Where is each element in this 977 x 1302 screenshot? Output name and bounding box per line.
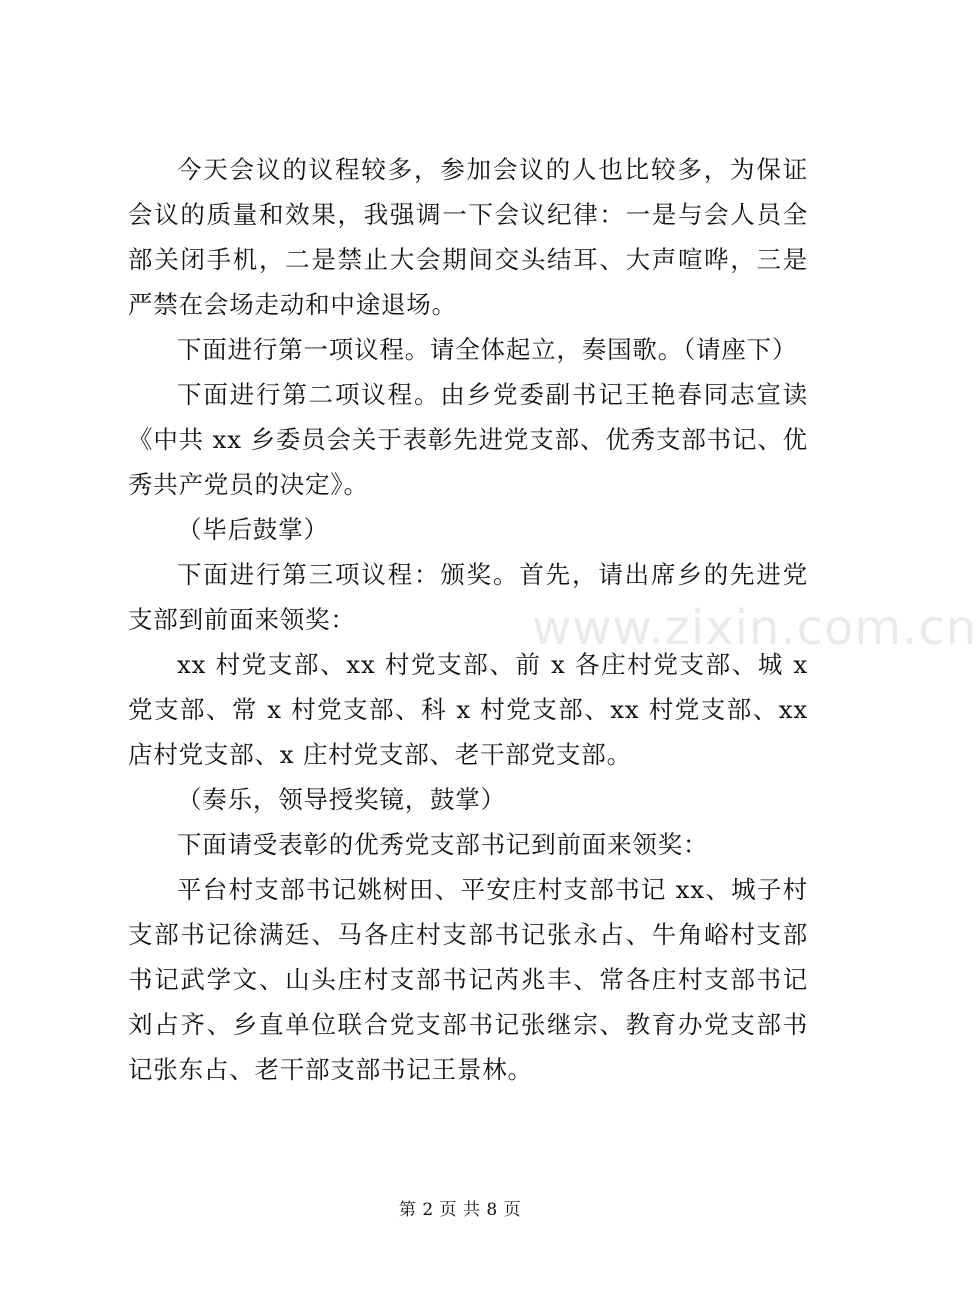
paragraph-meeting-discipline: 今天会议的议程较多，参加会议的人也比较多，为保证会议的质量和效果，我强调一下会议纪律：一是与会人员全部关闭手机，二是禁止大会期间交头结耳、大声喧哗，三是严禁在会场走动和中途退场。 (128, 155, 808, 319)
paragraph-secretaries-list: 平台村支部书记姚树田、平安庄村支部书记 xx、城子村支部书记徐满廷、马各庄村支部书记张永占、牛角峪村支部书记武学文、山头庄村支部书记芮兆丰、常各庄村支部书记刘占齐、乡直单位联合党支部书记张继宗、教育办党支部书记张东占、老干部支部书记王景林。 (128, 875, 808, 1084)
page-number-label: 第 2 页 共 8 页 (398, 1200, 522, 1220)
paragraph-agenda-item-1: 下面进行第一项议程。请全体起立，奏国歌。（请座下） (177, 335, 798, 364)
watermark: www.zixin.com.cn (532, 600, 977, 656)
document-body (128, 147, 808, 1092)
paragraph-music-note: （奏乐，领导授奖镜，鼓掌） (177, 785, 506, 814)
paragraph-agenda-item-2: 下面进行第二项议程。由乡党委副书记王艳春同志宣读《中共 xx 乡委员会关于表彰先进党支部、优秀支部书记、优秀共产党员的决定》。 (128, 380, 808, 499)
paragraph-secretaries-intro: 下面请受表彰的优秀党支部书记到前面来领奖： (177, 830, 709, 859)
paragraph-agenda-item-3: 下面进行第三项议程：颁奖。首先，请出席乡的先进党支部到前面来领奖： (128, 560, 808, 634)
paragraph-branch-list: xx 村党支部、xx 村党支部、前 x 各庄村党支部、城 x 党支部、常 x 村党支部、科 x 村党支部、xx 村党支部、xx 店村党支部、x 庄村党支部、老干部党支部。 (128, 650, 808, 769)
paragraph-applause-note: （毕后鼓掌） (177, 515, 329, 544)
page-footer (0, 1198, 920, 1222)
